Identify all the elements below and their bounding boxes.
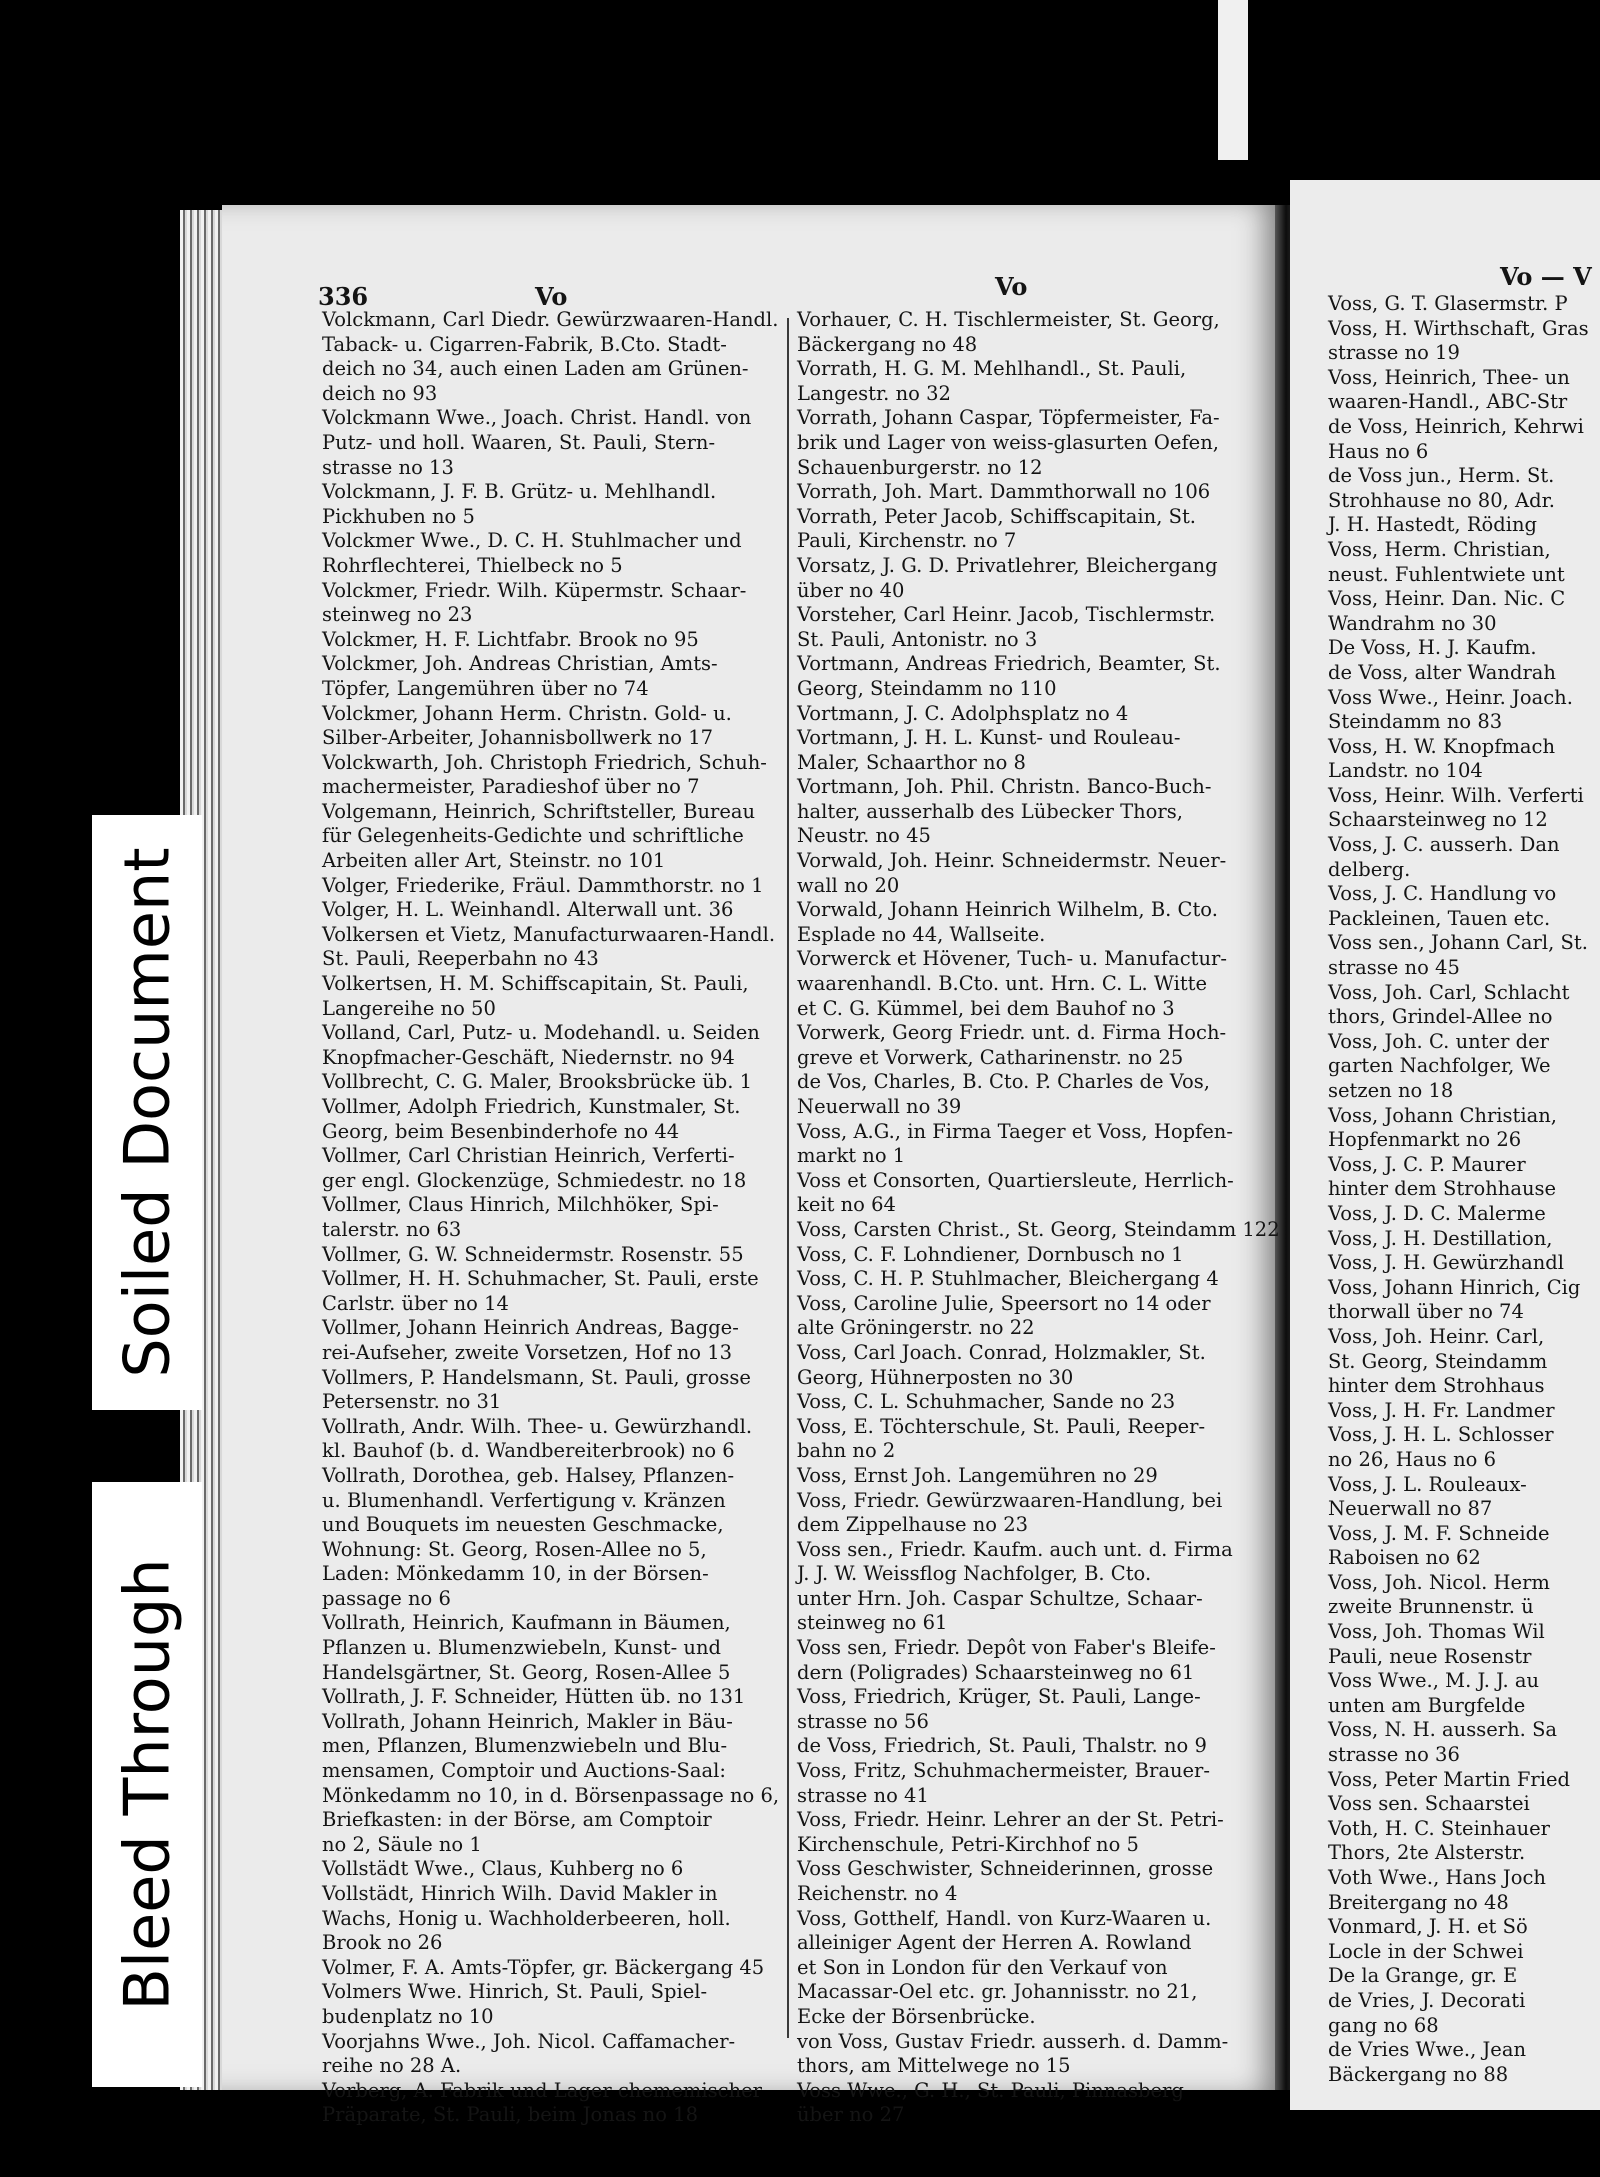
directory-entry-line: de Vries Wwe., Jean: [1328, 2038, 1527, 2062]
directory-entry-line: de Vries, J. Decorati: [1328, 1988, 1526, 2012]
directory-entry-line: Vorrath, H. G. M. Mehlhandl., St. Pauli,: [797, 357, 1187, 381]
directory-entry-line: Vorwald, Johann Heinrich Wilhelm, B. Cto.: [797, 898, 1218, 922]
directory-entry-line: über no 27: [797, 2103, 905, 2127]
directory-entry-line: Volger, H. L. Weinhandl. Alterwall unt. 36: [322, 898, 734, 922]
directory-entry-line: dern (Poligrades) Schaarsteinweg no 61: [797, 1660, 1195, 1684]
directory-entry-line: Vorsteher, Carl Heinr. Jacob, Tischlermstr.: [797, 603, 1216, 627]
directory-entry-line: unten am Burgfelde: [1328, 1693, 1526, 1717]
directory-entry-line: Volckwarth, Joh. Christoph Friedrich, Schuh-: [322, 750, 767, 774]
directory-entry-line: kl. Bauhof (b. d. Wandbereiterbrook) no 6: [322, 1439, 735, 1463]
directory-entry-line: Raboisen no 62: [1328, 1546, 1481, 1570]
directory-entry-line: J. H. Hastedt, Röding: [1328, 513, 1538, 537]
directory-entry-line: J. J. W. Weissflog Nachfolger, B. Cto.: [797, 1562, 1152, 1586]
directory-entry-line: Vortmann, Joh. Phil. Christn. Banco-Buch-: [797, 775, 1212, 799]
directory-entry-line: delberg.: [1328, 857, 1411, 881]
directory-entry-line: strasse no 41: [797, 1783, 929, 1807]
directory-entry-line: Vollmer, G. W. Schneidermstr. Rosenstr. 55: [322, 1242, 744, 1266]
directory-entry-line: Voss, Joh. Nicol. Herm: [1328, 1570, 1550, 1594]
directory-entry-line: Voss, Joh. C. unter der: [1328, 1029, 1549, 1053]
directory-entry-line: Voss, C. L. Schuhmacher, Sande no 23: [797, 1390, 1176, 1414]
directory-entry-line: Voss, Friedrich, Krüger, St. Pauli, Lange-: [797, 1685, 1201, 1709]
directory-entry-line: Pickhuben no 5: [322, 504, 475, 528]
directory-entry-line: u. Blumenhandl. Verfertigung v. Kränzen: [322, 1488, 726, 1512]
directory-entry-line: Taback- u. Cigarren-Fabrik, B.Cto. Stadt-: [322, 332, 727, 356]
directory-entry-line: Georg, beim Besenbinderhofe no 44: [322, 1119, 680, 1143]
directory-entry-line: Langestr. no 32: [797, 381, 951, 405]
directory-entry-line: Vorrath, Joh. Mart. Dammthorwall no 106: [797, 480, 1211, 504]
directory-entry-line: no 26, Haus no 6: [1328, 1447, 1497, 1471]
directory-entry-line: hinter dem Strohhaus: [1328, 1374, 1545, 1398]
directory-entry-line: strasse no 19: [1328, 341, 1460, 365]
directory-entry-line: Voss, N. H. ausserh. Sa: [1328, 1718, 1558, 1742]
directory-entry-line: budenplatz no 10: [322, 2004, 494, 2028]
directory-entry-line: Vollbrecht, C. G. Maler, Brooksbrücke üb. 1: [322, 1070, 753, 1094]
directory-entry-line: Volgemann, Heinrich, Schriftsteller, Bureau: [322, 799, 756, 823]
directory-entry-line: Voss, C. F. Lohndiener, Dornbusch no 1: [797, 1242, 1184, 1266]
directory-entry-line: Voss, J. H. L. Schlosser: [1328, 1423, 1554, 1447]
directory-entry-line: Voss, J. H. Destillation,: [1328, 1226, 1553, 1250]
directory-entry-line: Voss, Joh. Carl, Schlacht: [1328, 980, 1570, 1004]
directory-entry-line: Vonmard, J. H. et Sö: [1328, 1915, 1528, 1939]
directory-entry-line: Voss, J. D. C. Malerme: [1328, 1201, 1546, 1225]
directory-entry-line: machermeister, Paradieshof über no 7: [322, 775, 700, 799]
directory-entry-line: Thors, 2te Alsterstr.: [1328, 1841, 1526, 1865]
directory-entry-line: Petersenstr. no 31: [322, 1390, 502, 1414]
directory-entry-line: Locle in der Schwei: [1328, 1939, 1524, 1963]
directory-entry-line: Haus no 6: [1328, 439, 1429, 463]
directory-entry-line: Hopfenmarkt no 26: [1328, 1128, 1522, 1152]
directory-entry-line: Voss, J. C. Handlung vo: [1328, 882, 1557, 906]
directory-column-2: [797, 308, 1280, 2128]
directory-entry-line: et C. G. Kümmel, bei dem Bauhof no 3: [797, 996, 1175, 1020]
directory-entry-line: Esplade no 44, Wallseite.: [797, 922, 1046, 946]
directory-entry-line: Silber-Arbeiter, Johannisbollwerk no 17: [322, 726, 714, 750]
directory-entry-line: Schauenburgerstr. no 12: [797, 455, 1043, 479]
directory-entry-line: Vorrath, Johann Caspar, Töpfermeister, Fa-: [797, 406, 1220, 430]
directory-entry-line: steinweg no 61: [797, 1611, 948, 1635]
directory-column-3: [1328, 292, 1589, 2087]
directory-entry-line: et Son in London für den Verkauf von: [797, 1955, 1168, 1979]
directory-entry-line: Vollmer, Johann Heinrich Andreas, Bagge-: [322, 1316, 739, 1340]
directory-entry-line: Voss, J. L. Rouleaux-: [1328, 1472, 1527, 1496]
directory-entry-line: Voss, J. M. F. Schneide: [1328, 1521, 1550, 1545]
directory-entry-line: Voss, Heinrich, Thee- un: [1328, 365, 1570, 389]
directory-entry-line: Voss sen, Friedr. Depôt von Faber's Bleife-: [797, 1636, 1216, 1660]
directory-entry-line: men, Pflanzen, Blumenzwiebeln und Blu-: [322, 1734, 728, 1758]
directory-entry-line: von Voss, Gustav Friedr. ausserh. d. Damm-: [797, 2029, 1229, 2053]
directory-entry-line: Vorrath, Peter Jacob, Schiffscapitain, St.: [797, 504, 1197, 528]
directory-entry-line: Georg, Steindamm no 110: [797, 676, 1057, 700]
directory-entry-line: und Bouquets im neuesten Geschmacke,: [322, 1513, 724, 1537]
directory-entry-line: Vollstädt Wwe., Claus, Kuhberg no 6: [322, 1857, 684, 1881]
directory-entry-line: St. Georg, Steindamm: [1328, 1349, 1548, 1373]
directory-entry-line: de Voss, Heinrich, Kehrwi: [1328, 414, 1584, 438]
directory-entry-line: Vorwald, Joh. Heinr. Schneidermstr. Neuer-: [797, 849, 1227, 873]
directory-entry-line: Voss Wwe., G. H., St. Pauli, Pinnasberg: [797, 2078, 1184, 2102]
directory-entry-line: Mönkedamm no 10, in d. Börsenpassage no 6,: [322, 1783, 780, 1807]
directory-entry-line: Voth Wwe., Hans Joch: [1328, 1866, 1546, 1889]
directory-entry-line: Voth, H. C. Steinhauer: [1328, 1816, 1550, 1840]
directory-entry-line: Macassar-Oel etc. gr. Johannisstr. no 21,: [797, 1980, 1198, 2004]
directory-entry-line: Voss, J. H. Gewürzhandl: [1328, 1251, 1564, 1275]
directory-entry-line: Pauli, Kirchenstr. no 7: [797, 529, 1017, 553]
directory-entry-line: passage no 6: [322, 1586, 451, 1610]
directory-entry-line: Voss, Carl Joach. Conrad, Holzmakler, St.: [797, 1340, 1206, 1364]
directory-entry-line: Voss Wwe., Heinr. Joach.: [1328, 685, 1573, 709]
directory-entry-line: Vollstädt, Hinrich Wilh. David Makler in: [322, 1882, 718, 1905]
directory-entry-line: reihe no 28 A.: [322, 2054, 462, 2078]
bleed-through-label: [92, 1482, 202, 2087]
running-header-right: Vo — V: [1500, 262, 1592, 291]
directory-entry-line: Voss sen., Johann Carl, St.: [1328, 931, 1588, 955]
directory-entry-line: Voss, Ernst Joh. Langemühren no 29: [797, 1463, 1158, 1487]
directory-entry-line: Arbeiten aller Art, Steinstr. no 101: [322, 849, 666, 873]
directory-entry-line: Vollmer, Claus Hinrich, Milchhöker, Spi-: [322, 1193, 719, 1217]
directory-entry-line: Vortmann, J. C. Adolphsplatz no 4: [797, 701, 1129, 725]
directory-entry-line: Knopfmacher-Geschäft, Niedernstr. no 94: [322, 1045, 735, 1069]
directory-entry-line: talerstr. no 63: [322, 1217, 462, 1241]
directory-entry-line: Voss sen. Schaarstei: [1328, 1792, 1530, 1816]
directory-entry-line: de Vos, Charles, B. Cto. P. Charles de Vos,: [797, 1070, 1210, 1094]
directory-entry-line: setzen no 18: [1328, 1079, 1454, 1102]
directory-entry-line: Voss Wwe., M. J. J. au: [1328, 1669, 1540, 1693]
directory-entry-line: Pauli, neue Rosenstr: [1328, 1644, 1532, 1668]
directory-entry-line: Kirchenschule, Petri-Kirchhof no 5: [797, 1832, 1139, 1856]
directory-entry-line: Wachs, Honig u. Wachholderbeeren, holl.: [322, 1906, 731, 1930]
directory-entry-line: Bäckergang no 48: [797, 332, 978, 356]
directory-entry-line: halter, ausserhalb des Lübecker Thors,: [797, 799, 1183, 823]
directory-entry-line: Pflanzen u. Blumenzwiebeln, Kunst- und: [322, 1636, 721, 1660]
directory-entry-line: keit no 64: [797, 1193, 896, 1217]
directory-entry-line: Vorwerck et Hövener, Tuch- u. Manufactur-: [797, 947, 1227, 971]
directory-entry-line: De la Grange, gr. E: [1328, 1964, 1518, 1988]
directory-entry-line: Briefkasten: in der Börse, am Comptoir: [322, 1808, 712, 1832]
directory-entry-line: greve et Vorwerk, Catharinenstr. no 25: [797, 1045, 1184, 1069]
directory-entry-line: Töpfer, Langemühren über no 74: [322, 676, 649, 700]
directory-entry-line: Packleinen, Tauen etc.: [1328, 906, 1551, 930]
directory-entry-line: Voss, Johann Hinrich, Cig: [1328, 1275, 1581, 1299]
directory-entry-line: Präparate, St. Pauli, beim Jonas no 18: [322, 2103, 698, 2127]
directory-entry-line: bahn no 2: [797, 1439, 896, 1463]
directory-entry-line: Vollrath, Dorothea, geb. Halsey, Pflanzen-: [322, 1463, 735, 1487]
page-number: 336: [318, 282, 369, 311]
directory-entry-line: steinweg no 23: [322, 603, 473, 627]
directory-entry-line: de Voss, Friedrich, St. Pauli, Thalstr. no 9: [797, 1734, 1207, 1758]
directory-entry-line: no 2, Säule no 1: [322, 1832, 482, 1856]
directory-entry-line: Voss et Consorten, Quartiersleute, Herrlich-: [797, 1168, 1234, 1192]
directory-entry-line: strasse no 13: [322, 455, 454, 479]
directory-entry-line: Brook no 26: [322, 1931, 443, 1955]
directory-entry-line: deich no 93: [322, 381, 438, 405]
running-header-left: Vo: [535, 282, 568, 311]
directory-entry-line: Volckmer Wwe., D. C. H. Stuhlmacher und: [322, 529, 742, 553]
directory-entry-line: Landstr. no 104: [1328, 759, 1483, 783]
directory-entry-line: Voss, J. H. Fr. Landmer: [1328, 1398, 1555, 1422]
directory-entry-line: Voss, H. W. Knopfmach: [1328, 734, 1556, 758]
directory-entry-line: Voss, Joh. Thomas Wil: [1328, 1620, 1545, 1644]
directory-entry-line: Voss, Friedr. Gewürzwaaren-Handlung, bei: [797, 1488, 1223, 1512]
directory-entry-line: Reichenstr. no 4: [797, 1882, 958, 1905]
directory-entry-line: Voss, J. C. P. Maurer: [1328, 1152, 1526, 1176]
top-page-edge: [1218, 0, 1248, 160]
directory-entry-line: neust. Fuhlentwiete unt: [1328, 562, 1565, 586]
directory-entry-line: Voss, Herm. Christian,: [1328, 537, 1551, 561]
directory-entry-line: für Gelegenheits-Gedichte und schriftliche: [322, 824, 744, 848]
directory-entry-line: strasse no 56: [797, 1709, 929, 1733]
directory-entry-line: Voss, J. C. ausserh. Dan: [1328, 833, 1560, 857]
directory-entry-line: Voss, Caroline Julie, Speersort no 14 oder: [797, 1291, 1211, 1315]
directory-entry-line: thors, Grindel-Allee no: [1328, 1005, 1553, 1029]
directory-entry-line: Volmers Wwe. Hinrich, St. Pauli, Spiel-: [322, 1980, 708, 2004]
directory-entry-line: thors, am Mittelwege no 15: [797, 2054, 1071, 2078]
directory-entry-line: Ecke der Börsenbrücke.: [797, 2004, 1036, 2028]
directory-entry-line: zweite Brunnenstr. ü: [1328, 1595, 1534, 1619]
soiled-document-text: Soiled Document: [110, 847, 184, 1378]
directory-entry-line: Vollmer, H. H. Schuhmacher, St. Pauli, erste: [322, 1267, 759, 1291]
directory-entry-line: Volmer, F. A. Amts-Töpfer, gr. Bäckergang 45: [322, 1955, 765, 1979]
directory-entry-line: Voss, Heinr. Dan. Nic. C: [1328, 587, 1566, 611]
directory-entry-line: Bäckergang no 88: [1328, 2062, 1509, 2086]
directory-entry-line: rei-Aufseher, zweite Vorsetzen, Hof no 13: [322, 1340, 733, 1364]
directory-entry-line: Vollrath, Andr. Wilh. Thee- u. Gewürzhandl.: [322, 1414, 753, 1438]
directory-entry-line: Neuerwall no 39: [797, 1095, 962, 1118]
directory-entry-line: Laden: Mönkedamm 10, in der Börsen-: [322, 1562, 709, 1586]
directory-entry-line: Voss sen., Friedr. Kaufm. auch unt. d. Firma: [797, 1537, 1233, 1561]
directory-entry-line: Voss, Carsten Christ., St. Georg, Steindamm 122: [797, 1217, 1280, 1241]
directory-entry-line: Voss, Johann Christian,: [1328, 1103, 1558, 1127]
directory-entry-line: Vorhauer, C. H. Tischlermeister, St. Georg,: [797, 308, 1220, 331]
directory-entry-line: Strohhause no 80, Adr.: [1328, 488, 1555, 512]
directory-entry-line: Handelsgärtner, St. Georg, Rosen-Allee 5: [322, 1660, 731, 1684]
directory-entry-line: Maler, Schaarthor no 8: [797, 750, 1026, 774]
directory-entry-line: Neuerwall no 87: [1328, 1497, 1493, 1521]
directory-entry-line: strasse no 45: [1328, 956, 1460, 980]
directory-entry-line: Voss, A.G., in Firma Taeger et Voss, Hopfen-: [797, 1119, 1233, 1143]
column-divider: [787, 318, 789, 2038]
directory-entry-line: markt no 1: [797, 1144, 906, 1168]
directory-entry-line: Vorberg, A. Fabrik und Lager chememischer: [322, 2078, 762, 2102]
directory-entry-line: deich no 34, auch einen Laden am Grünen-: [322, 357, 749, 381]
directory-entry-line: alte Gröningerstr. no 22: [797, 1316, 1035, 1340]
directory-entry-line: ger engl. Glockenzüge, Schmiedestr. no 18: [322, 1168, 747, 1192]
directory-entry-line: Carlstr. über no 14: [322, 1291, 509, 1315]
directory-entry-line: garten Nachfolger, We: [1328, 1054, 1551, 1078]
directory-entry-line: Voss, C. H. P. Stuhlmacher, Bleichergang 4: [797, 1267, 1219, 1291]
directory-entry-line: Voorjahns Wwe., Joh. Nicol. Caffamacher-: [322, 2029, 736, 2053]
directory-entry-line: Vollmers, P. Handelsmann, St. Pauli, grosse: [322, 1365, 751, 1389]
directory-entry-line: Voss, Gotthelf, Handl. von Kurz-Waaren u.: [797, 1906, 1212, 1930]
directory-entry-line: unter Hrn. Joh. Caspar Schultze, Schaar-: [797, 1586, 1203, 1610]
running-header-center: Vo: [995, 272, 1028, 301]
directory-entry-line: de Voss jun., Herm. St.: [1328, 464, 1555, 488]
directory-entry-line: Volckmer, H. F. Lichtfabr. Brook no 95: [322, 627, 699, 651]
directory-entry-line: Volckmer, Johann Herm. Christn. Gold- u.: [322, 701, 732, 725]
directory-entry-line: Langereihe no 50: [322, 996, 496, 1020]
directory-entry-line: Vollmer, Carl Christian Heinrich, Verferti-: [322, 1144, 735, 1168]
directory-entry-line: Voss, Joh. Heinr. Carl,: [1328, 1324, 1545, 1348]
bleed-through-text: Bleed Through: [110, 1558, 184, 2011]
directory-entry-line: Vortmann, J. H. L. Kunst- und Rouleau-: [797, 726, 1181, 750]
directory-entry-line: gang no 68: [1328, 2013, 1439, 2037]
soiled-document-label: [92, 815, 202, 1410]
directory-entry-line: Volckmer, Joh. Andreas Christian, Amts-: [322, 652, 718, 676]
directory-entry-line: Georg, Hühnerposten no 30: [797, 1365, 1074, 1389]
directory-entry-line: St. Pauli, Reeperbahn no 43: [322, 947, 599, 971]
directory-entry-line: dem Zippelhause no 23: [797, 1513, 1029, 1537]
directory-entry-line: brik und Lager von weiss-glasurten Oefen,: [797, 430, 1219, 454]
directory-entry-line: St. Pauli, Antonistr. no 3: [797, 627, 1038, 651]
directory-column-1: [322, 308, 779, 2128]
directory-entry-line: Vollrath, Heinrich, Kaufmann in Bäumen,: [322, 1611, 731, 1635]
directory-entry-line: über no 40: [797, 578, 905, 602]
directory-entry-line: Rohrflechterei, Thielbeck no 5: [322, 553, 623, 577]
directory-entry-line: wall no 20: [797, 873, 900, 897]
directory-entry-line: thorwall über no 74: [1328, 1300, 1524, 1324]
directory-entry-line: de Voss, alter Wandrah: [1328, 660, 1556, 684]
directory-entry-line: alleiniger Agent der Herren A. Rowland: [797, 1931, 1192, 1955]
directory-entry-line: Steindamm no 83: [1328, 710, 1503, 734]
directory-entry-line: Breitergang no 48: [1328, 1890, 1509, 1914]
directory-entry-line: Schaarsteinweg no 12: [1328, 808, 1548, 832]
directory-entry-line: Volkersen et Vietz, Manufacturwaaren-Handl.: [322, 922, 776, 946]
directory-entry-line: Voss, G. T. Glasermstr. P: [1328, 292, 1568, 315]
directory-entry-line: strasse no 36: [1328, 1743, 1460, 1767]
directory-entry-line: Volland, Carl, Putz- u. Modehandl. u. Seiden: [322, 1021, 760, 1045]
directory-entry-line: Wohnung: St. Georg, Rosen-Allee no 5,: [322, 1537, 707, 1561]
directory-entry-line: hinter dem Strohhause: [1328, 1177, 1557, 1201]
directory-entry-line: Volckmann, Carl Diedr. Gewürzwaaren-Handl.: [322, 308, 779, 331]
directory-entry-line: De Voss, H. J. Kaufm.: [1328, 636, 1537, 660]
directory-entry-line: Voss Geschwister, Schneiderinnen, grosse: [797, 1857, 1214, 1881]
directory-entry-line: Volkertsen, H. M. Schiffscapitain, St. Pauli,: [322, 972, 749, 996]
directory-entry-line: Putz- und holl. Waaren, St. Pauli, Stern-: [322, 430, 716, 454]
directory-entry-line: Wandrahm no 30: [1328, 611, 1497, 635]
directory-entry-line: Voss, H. Wirthschaft, Gras: [1328, 316, 1589, 340]
directory-entry-line: Voss, Heinr. Wilh. Verferti: [1328, 783, 1584, 807]
directory-entry-line: Vollrath, J. F. Schneider, Hütten üb. no 131: [322, 1685, 746, 1709]
directory-entry-line: Vollmer, Adolph Friedrich, Kunstmaler, St.: [322, 1095, 741, 1118]
directory-entry-line: Voss, Peter Martin Fried: [1328, 1767, 1570, 1791]
directory-entry-line: Voss, Fritz, Schuhmachermeister, Brauer-: [797, 1759, 1210, 1783]
directory-entry-line: Voss, Friedr. Heinr. Lehrer an der St. Petri-: [797, 1808, 1224, 1832]
directory-entry-line: Volger, Friederike, Fräul. Dammthorstr. no 1: [322, 873, 764, 897]
directory-entry-line: Vollrath, Johann Heinrich, Makler in Bäu-: [322, 1709, 733, 1733]
directory-entry-line: Volckmann Wwe., Joach. Christ. Handl. von: [322, 406, 752, 430]
directory-entry-line: waarenhandl. B.Cto. unt. Hrn. C. L. Witte: [797, 972, 1208, 996]
directory-entry-line: Volckmer, Friedr. Wilh. Küpermstr. Schaar-: [322, 578, 747, 602]
directory-entry-line: Vorsatz, J. G. D. Privatlehrer, Bleichergang: [797, 553, 1218, 577]
directory-entry-line: Vortmann, Andreas Friedrich, Beamter, St.: [797, 652, 1221, 676]
directory-entry-line: Voss, E. Töchterschule, St. Pauli, Reeper-: [797, 1414, 1206, 1438]
directory-entry-line: Volckmann, J. F. B. Grütz- u. Mehlhandl.: [322, 480, 717, 504]
directory-entry-line: mensamen, Comptoir und Auctions-Saal:: [322, 1759, 726, 1783]
directory-entry-line: Neustr. no 45: [797, 824, 931, 848]
directory-entry-line: waaren-Handl., ABC-Str: [1328, 390, 1568, 414]
directory-entry-line: Vorwerk, Georg Friedr. unt. d. Firma Hoch-: [797, 1021, 1227, 1045]
